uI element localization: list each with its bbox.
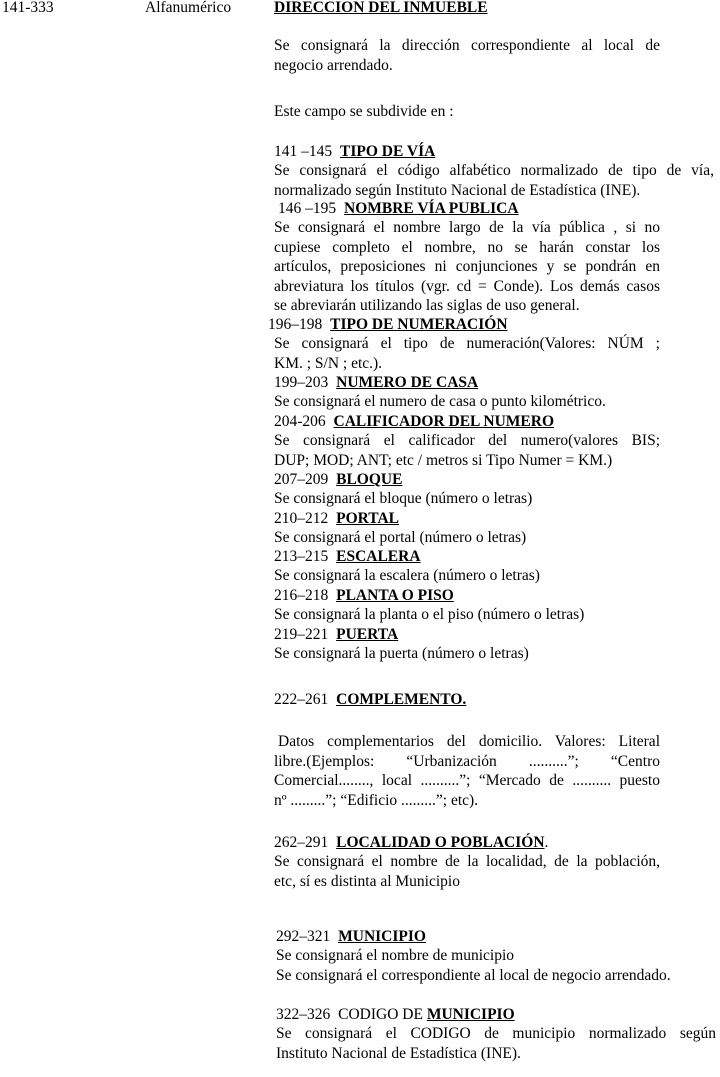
field-label: MUNICIPIO	[338, 928, 426, 945]
field-code: 213–215	[274, 548, 329, 565]
field-heading	[274, 373, 478, 393]
field-label: PUERTA	[336, 626, 399, 643]
field-label: ESCALERA	[336, 548, 421, 565]
field-heading	[274, 690, 466, 710]
desc-line: Datos complementarios del domicilio. Valores: Literal	[278, 733, 660, 750]
field-description	[276, 1024, 716, 1063]
desc-line: Se consignará el numero de casa o punto kilométrico.	[274, 393, 606, 410]
desc-line: normalizado según Instituto Nacional de Estadística (INE).	[274, 181, 641, 199]
subdivide-text: Este campo se subdivide en :	[274, 103, 454, 120]
field-code: 210–212	[274, 510, 329, 527]
field-label: MUNICIPIO	[426, 1006, 515, 1023]
desc-line: Se consignará el bloque (número o letras)	[274, 490, 533, 507]
field-description	[274, 161, 714, 200]
field-description	[274, 566, 660, 586]
field-code: 199–203	[274, 374, 329, 391]
desc-line: libre.(Ejemplos: “Urbanización ..........”; “Centro	[274, 752, 660, 770]
field-heading	[274, 547, 421, 567]
field-description	[276, 946, 716, 985]
field-heading	[276, 927, 426, 947]
field-code: 196–198	[268, 316, 323, 333]
field-description	[274, 218, 660, 316]
desc-line: Se consignará la planta o el piso (número o letras)	[274, 606, 585, 623]
field-code: 141 –145	[274, 143, 333, 160]
intro-line: Se consignará la dirección correspondiente al local de	[274, 37, 660, 54]
desc-line: Comercial........, local ..........”; “Mercado de .......... puesto	[274, 772, 660, 789]
intro-paragraph	[274, 36, 660, 75]
field-label: PORTAL	[336, 510, 400, 527]
field-label: NUMERO DE CASA	[336, 374, 479, 391]
field-code: 322–326	[276, 1006, 331, 1023]
field-label: CALIFICADOR DEL NUMERO	[333, 413, 555, 430]
field-range: 141-333	[2, 0, 54, 16]
desc-line: Se consignará el correspondiente al local de negocio arrendado.	[276, 966, 671, 984]
desc-line: Instituto Nacional de Estadística (INE).	[276, 1044, 521, 1062]
field-heading	[274, 625, 398, 645]
field-description	[274, 605, 660, 625]
field-heading	[274, 142, 435, 162]
field-label: NOMBRE VÍA PUBLICA	[344, 200, 519, 217]
field-description	[274, 431, 660, 470]
field-code: 222–261	[274, 691, 329, 708]
desc-line: Se consignará el calificador del numero(valores BIS;	[274, 432, 660, 449]
field-heading	[274, 833, 548, 853]
field-label: PLANTA O PISO	[336, 587, 454, 604]
field-label: COMPLEMENTO.	[336, 691, 467, 708]
field-description	[274, 732, 660, 810]
desc-line: Se consignará el tipo de numeración(Valores: NÚM ;	[274, 335, 660, 352]
field-description	[274, 852, 660, 891]
desc-line: abreviatura los títulos (vgr. cd = Conde). Los demás casos	[274, 277, 660, 295]
field-type: Alfanumérico	[145, 0, 232, 16]
field-label: TIPO DE VÍA	[340, 143, 436, 160]
desc-line: KM. ; S/N ; etc.).	[274, 354, 383, 372]
field-heading	[274, 470, 402, 490]
field-code: 219–221	[274, 626, 329, 643]
field-description	[274, 334, 660, 373]
field-code: 207–209	[274, 471, 329, 488]
intro-line: negocio arrendado.	[274, 56, 393, 74]
desc-line: Se consignará el nombre de la localidad, de la población,	[274, 853, 660, 870]
field-description	[274, 489, 660, 509]
field-heading	[276, 1005, 515, 1025]
field-heading	[274, 509, 399, 529]
label-suffix: .	[544, 834, 549, 851]
field-description	[274, 644, 660, 664]
field-label-prefix: CODIGO DE	[338, 1006, 423, 1023]
desc-line: nº .........”; “Edificio .........”; etc).	[274, 791, 479, 809]
desc-line: se abreviarán utilizando las siglas de uso general.	[274, 297, 580, 314]
desc-line: Se consignará el nombre largo de la vía pública , si no	[274, 219, 660, 236]
desc-line: Se consignará la puerta (número o letras)	[274, 645, 529, 662]
desc-line: Se consignará la escalera (número o letras)	[274, 567, 540, 584]
field-label: BLOQUE	[336, 471, 403, 488]
desc-line: etc, sí es distinta al Municipio	[274, 872, 460, 890]
desc-line: Se consignará el nombre de municipio	[276, 947, 515, 964]
field-description	[274, 528, 660, 548]
field-code: 216–218	[274, 587, 329, 604]
section-title: DIRECCION DEL INMUEBLE	[274, 0, 488, 16]
desc-line: cupiese completo el nombre, no se harán constar los	[274, 238, 660, 256]
field-heading	[274, 412, 554, 432]
desc-line: artículos, preposiciones ni conjunciones y se pondrán en	[274, 258, 660, 275]
desc-line: Se consignará el código alfabético normalizado de tipo de vía,	[274, 162, 714, 179]
field-heading	[278, 199, 519, 219]
field-code: 204-206	[274, 413, 326, 430]
desc-line: Se consignará el portal (número o letras)	[274, 529, 527, 546]
field-description	[274, 392, 660, 412]
desc-line: Se consignará el CODIGO de municipio normalizado según	[276, 1025, 716, 1042]
desc-line: DUP; MOD; ANT; etc / metros si Tipo Numer = KM.)	[274, 451, 613, 469]
field-heading	[268, 315, 508, 335]
field-code: 146 –195	[278, 200, 337, 217]
field-label: LOCALIDAD O POBLACIÓN	[336, 834, 545, 851]
field-label: TIPO DE NUMERACIÓN	[330, 316, 508, 333]
field-code: 292–321	[276, 928, 331, 945]
field-heading	[274, 586, 454, 606]
field-code: 262–291	[274, 834, 329, 851]
